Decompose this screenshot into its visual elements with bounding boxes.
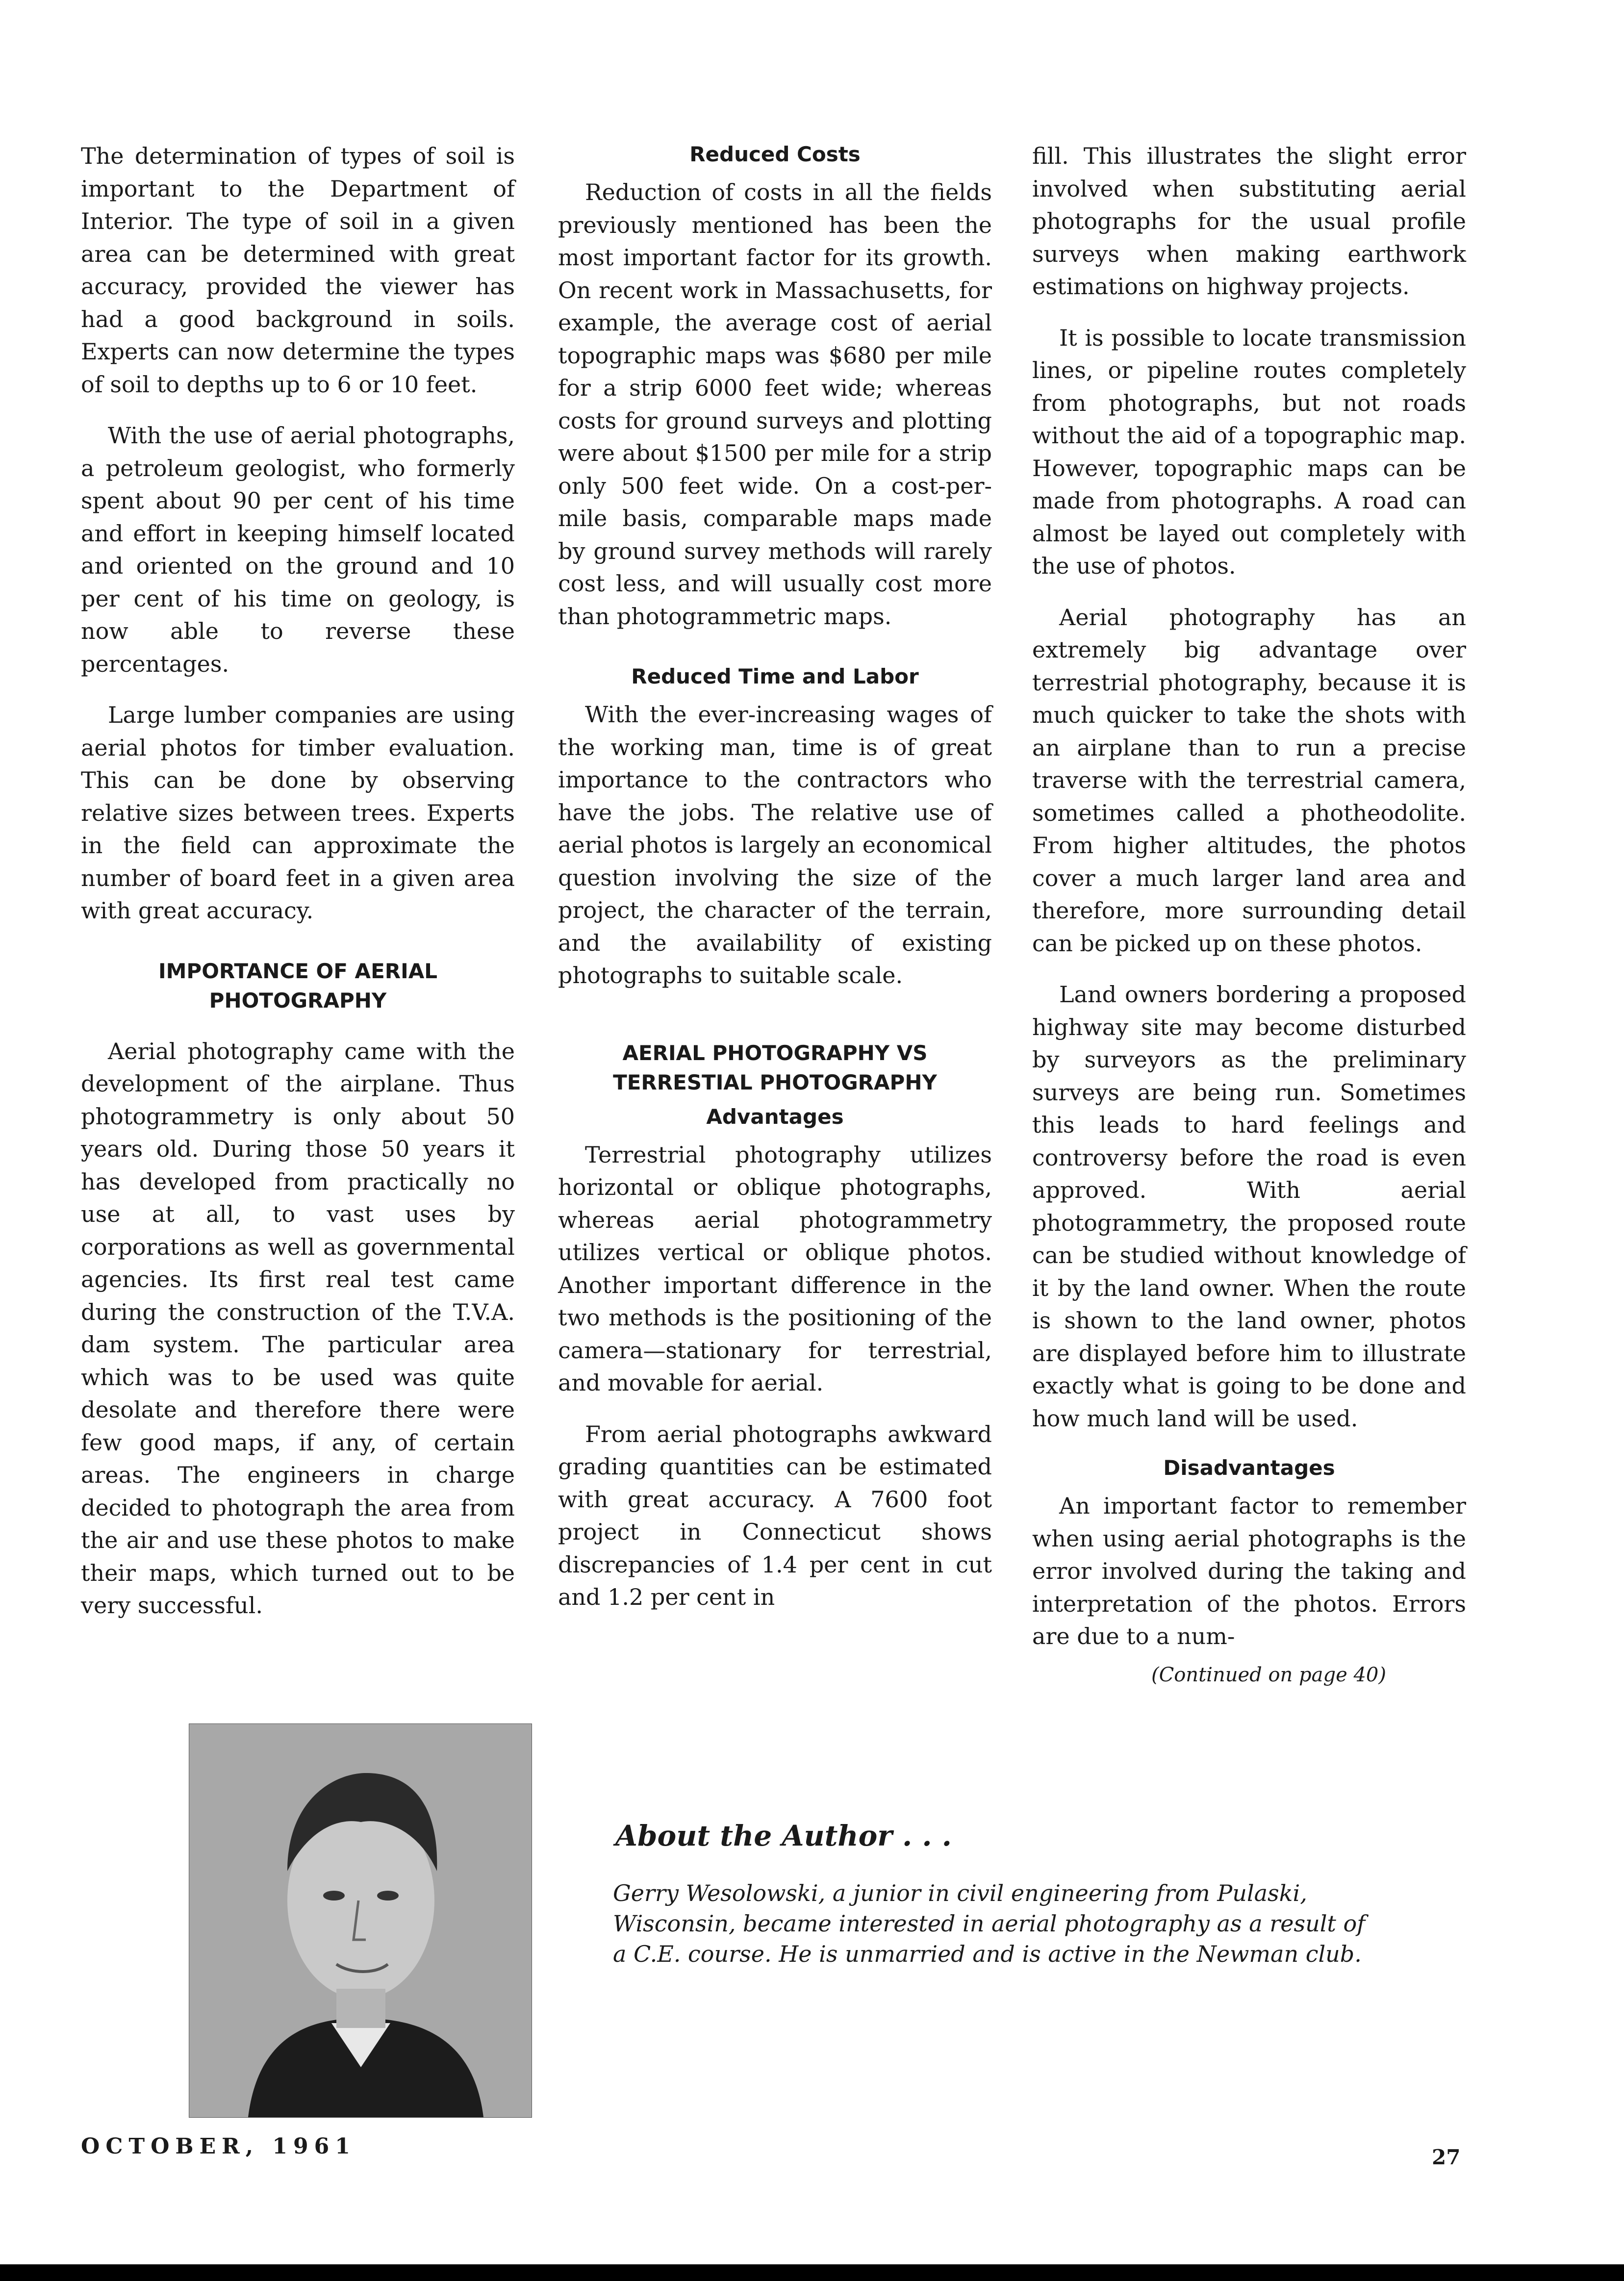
column-2	[558, 140, 992, 1632]
section-heading: Reduced Costs	[689, 142, 861, 166]
paragraph: Aerial photography came with the development of the airplane. Thus photogrammetry is only about 50 years old. During those 50 years it has developed from practically no use at all, to vast uses by corporations as well as governmental agencies. Its first real test came during the construction of the T.V.A. dam system. The particular area which was to be used was quite desolate and therefore there were few good maps, if any, of certain areas. The engineers in charge decided to photograph the area from the air and use these photos to make their maps, which turned out to be very successful.	[81, 1038, 515, 1619]
column-1	[81, 140, 515, 1641]
author-photo	[189, 1723, 532, 2118]
continued-note: (Continued on page 40)	[1151, 1663, 1386, 1686]
section-heading: IMPORTANCE OF AERIAL PHOTOGRAPHY	[158, 959, 437, 1013]
subsection-heading: Disadvantages	[1163, 1456, 1335, 1480]
paragraph: With the ever-increasing wages of the working man, time is of great importance to the contractors who have the jobs. The relative use of aerial photos is largely an economical question involving the size of the project, the character of the terrain, and the availability of existing photographs to suitable scale.	[558, 701, 992, 988]
page-number: 27	[1432, 2145, 1461, 2169]
paragraph: An important factor to remember when using aerial photographs is the error involved during the taking and interpretation of the photos. Errors are due to a num-	[1032, 1493, 1466, 1649]
portrait-image	[189, 1724, 532, 2117]
paragraph: Reduction of costs in all the fields previously mentioned has been the most important factor for its growth. On recent work in Massachusetts, for example, the average cost of aerial topographic maps was $680 per mile for a strip 6000 feet wide; whereas costs for ground surveys and plotting were about $1500 per mile for a strip only 500 feet wide. On a cost-per-mile basis, comparable maps made by ground survey methods will rarely cost less, and will usually cost more than photogrammetric maps.	[558, 179, 992, 630]
issue-date: OCTOBER, 1961	[81, 2134, 356, 2159]
paragraph: With the use of aerial photographs, a petroleum geologist, who formerly spent about 90 per cent of his time and effort in keeping himself located and oriented on the ground and 10 per cent of his time on geology, is now able to reverse these percentages.	[81, 422, 515, 677]
paragraph: Large lumber companies are using aerial photos for timber evaluation. This can be done by observing relative sizes between trees. Experts in the field can approximate the number of board feet in a given area with great accuracy.	[81, 702, 515, 924]
section-heading: AERIAL PHOTOGRAPHY VS TERRESTIAL PHOTOGRAPHY	[613, 1040, 937, 1094]
section-heading: Reduced Time and Labor	[631, 664, 919, 688]
paragraph: Aerial photography has an extremely big advantage over terrestrial photography, because it is much quicker to take the shots with an airplane than to run a precise traverse with the terrestrial camera, sometimes called a photheodolite. From higher altitudes, the photos cover a much larger land area and therefore, more surrounding detail can be picked up on these photos.	[1032, 604, 1466, 957]
bottom-edge-bar	[0, 2264, 1624, 2281]
subsection-heading: Advantages	[706, 1104, 844, 1129]
paragraph: From aerial photographs awkward grading quantities can be estimated with great accuracy. A 7600 foot project in Connecticut shows discrepancies of 1.4 per cent in cut and 1.2 per cent in	[558, 1420, 992, 1610]
column-3	[1032, 140, 1466, 1686]
author-bio: Gerry Wesolowski, a junior in civil engineering from Pulaski, Wisconsin, became interested in aerial photography as a result of a C.E. course. He is unmarried and is active in the Newman club.	[613, 1880, 1366, 1967]
paragraph: Terrestrial photography utilizes horizontal or oblique photographs, whereas aerial photogrammetry utilizes vertical or oblique photos. Another important difference in the two methods is the positioning of the camera—stationary for terrestrial, and movable for aerial.	[558, 1141, 992, 1396]
paragraph: Land owners bordering a proposed highway site may become disturbed by surveyors as the preliminary surveys are being run. Sometimes this leads to hard feelings and controversy before the road is even approved. With aerial photogrammetry, the proposed route can be studied without knowledge of it by the land owner. When the route is shown to the land owner, photos are displayed before him to illustrate exactly what is going to be done and how much land will be used.	[1032, 981, 1466, 1432]
paragraph: It is possible to locate transmission lines, or pipeline routes completely from photographs, but not roads without the aid of a topographic map. However, topographic maps can be made from photographs. A road can almost be layed out completely with the use of photos.	[1032, 324, 1466, 579]
paragraph: The determination of types of soil is important to the Department of Interior. The type of soil in a given area can be determined with great accuracy, provided the viewer has had a good background in soils. Experts can now determine the types of soil to depths up to 6 or 10 feet.	[81, 143, 515, 398]
paragraph: fill. This illustrates the slight error involved when substituting aerial photographs for the usual profile surveys when making earthwork estimations on highway projects.	[1032, 143, 1466, 300]
author-heading: About the Author . . .	[615, 1819, 952, 1852]
